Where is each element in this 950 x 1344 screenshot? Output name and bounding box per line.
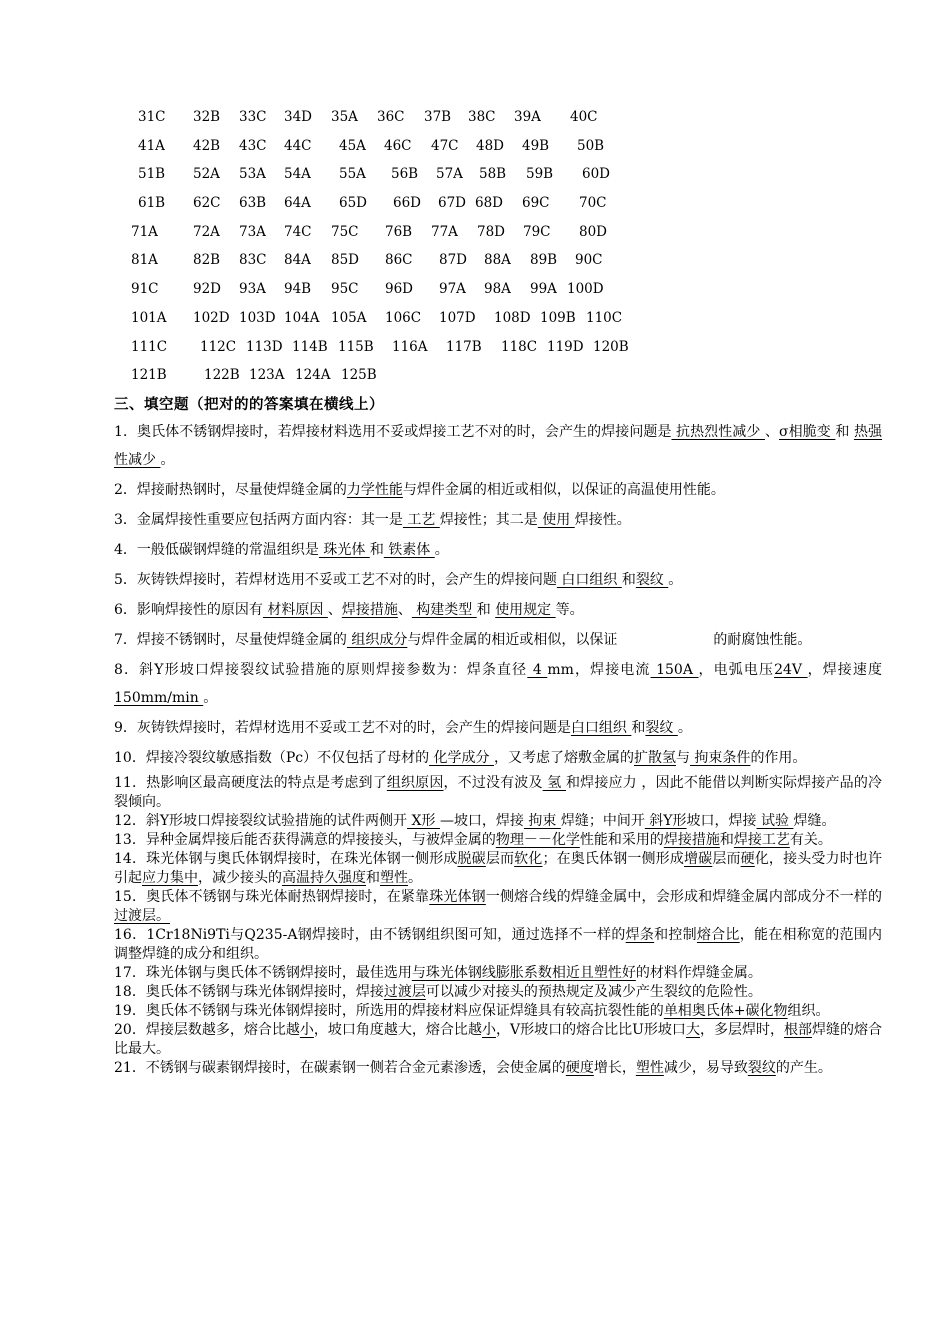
answer-blank: 根部 (784, 1022, 813, 1038)
question-text: 1．奥氏体不锈钢焊接时，若焊接材料选用不妥或焊接工艺不对的时，会产生的焊接问题是 (114, 424, 672, 440)
answer-cell: 103D (239, 309, 276, 326)
answer-blank: 力学性能 (346, 482, 403, 498)
answer-row (0, 333, 950, 362)
answer-cell: 112C (200, 338, 237, 355)
answer-cell: 105A (331, 309, 367, 326)
answer-cell: 101A (131, 309, 167, 326)
answer-cell: 34D (284, 109, 313, 125)
answer-cell: 124A (295, 367, 331, 384)
question-text: 和 (369, 542, 384, 558)
question-text: 层而 (712, 851, 741, 867)
question-text: 的耐腐蚀性能。 (713, 632, 812, 648)
question-text: 和 (366, 870, 380, 886)
answer-cell: 82B (193, 252, 221, 269)
answer-blank: 150mm/min (114, 690, 204, 706)
question-text: 一侧熔合线的焊缝金属中，会形成和焊缝金属内部成分不一样的 (485, 889, 883, 905)
answer-cell: 59B (526, 166, 554, 183)
answer-cell: 110C (586, 309, 623, 326)
answer-cell: 85D (331, 252, 360, 269)
question-text: 和 (719, 832, 734, 848)
question-text: 18．奥氏体不锈钢与珠光体钢焊接时，焊接 (114, 984, 384, 1000)
question-text: ，电弧电压 (698, 662, 775, 678)
fill-blank-questions (114, 418, 882, 1078)
answer-cell: 66D (393, 195, 422, 212)
answer-blank: 大 (685, 1022, 700, 1038)
answer-blank: 与珠光体钢线膨胀系数相近且塑性好 (411, 965, 636, 981)
question-text: ，能在相称宽的范围内调整焊缝的成分和组织。 (114, 927, 883, 962)
question-text: ，坡口角度越大，熔合比越 (313, 1022, 482, 1038)
answer-row (0, 160, 950, 189)
question-text: 19．奥氏体不锈钢与珠光体钢焊接时，所选用的焊接材料应保证焊缝具有较高抗裂性能的 (114, 1003, 664, 1019)
answer-blank: 材料原因 (262, 602, 328, 618)
answer-cell: 118C (501, 338, 538, 355)
answer-cell: 113D (246, 338, 283, 355)
answer-cell: 65D (339, 195, 368, 212)
question-text: 4．一般低碳钢焊缝的常温组织是 (114, 542, 319, 558)
answer-blank: 裂纹 (645, 720, 678, 736)
answer-blank: 拘束条件 (689, 750, 751, 766)
answer-cell: 51B (138, 166, 166, 183)
question-text: 7．焊接不锈钢时，尽量使焊缝金属的 (114, 632, 347, 648)
question-item (114, 888, 882, 926)
answer-cell: 74C (284, 223, 312, 240)
question-text: —坡口，焊接 (439, 813, 524, 829)
answer-cell: 47C (431, 137, 459, 154)
answer-cell: 90C (575, 252, 603, 269)
question-text: 13．异种金属焊接后能否获得满意的焊接接头，与被焊金属的 (114, 832, 496, 848)
answer-blank: 4 (527, 662, 548, 678)
question-item (114, 964, 882, 983)
question-item (114, 926, 882, 964)
answer-cell: 49B (522, 137, 550, 154)
answer-cell: 92D (193, 281, 222, 298)
answer-row (0, 218, 950, 247)
answer-cell: 79C (523, 223, 551, 240)
question-text: 焊缝。 (793, 813, 836, 829)
answer-cell: 114B (292, 338, 328, 355)
question-text: 焊接性。 (574, 512, 631, 528)
question-text: 减少，易导致 (663, 1060, 748, 1076)
answer-blank: 高温持久强度 (282, 870, 366, 886)
answer-blank: 化学成分 (429, 750, 494, 766)
answer-cell: 48D (476, 137, 505, 154)
question-text: 16．1Cr18Ni9Ti与Q235-A钢焊接时，由不锈钢组织图可知，通过选择不一样的 (114, 927, 626, 943)
answer-blank: 脱碳 (457, 851, 486, 867)
answer-blank: 150A (650, 662, 699, 678)
answer-blank: 裂纹 (747, 1060, 776, 1076)
answer-cell: 98A (484, 281, 511, 298)
question-text: 3．金属焊接性重要应包括两方面内容：其一是 (114, 512, 403, 528)
answer-cell: 111C (131, 338, 168, 355)
answer-blank: 24V (774, 662, 808, 678)
answer-row (0, 189, 950, 218)
question-text: mm，焊接电流 (547, 662, 651, 678)
answer-cell: 115B (338, 338, 374, 355)
question-text: 与焊件金属的相近或相似，以保证的高温使用性能。 (402, 482, 725, 498)
answer-blank: 珠光体钢 (429, 889, 486, 905)
question-text: 组织。 (787, 1003, 830, 1019)
answer-cell: 43C (239, 137, 267, 154)
question-text: 增长， (593, 1060, 636, 1076)
answer-cell: 88A (484, 252, 511, 269)
answer-cell: 61B (138, 195, 166, 212)
question-item (114, 596, 882, 624)
answer-cell: 46C (384, 137, 412, 154)
answer-cell: 67D (438, 195, 467, 212)
question-item (114, 1059, 882, 1078)
answer-blank: 试验 (756, 813, 794, 829)
question-text: 。 (434, 542, 449, 558)
question-text: 。 (668, 572, 683, 588)
question-item (114, 812, 882, 831)
answer-cell: 57A (436, 166, 463, 183)
answer-cell: 107D (439, 309, 476, 326)
question-item (114, 714, 882, 742)
answer-cell: 31C (138, 109, 166, 125)
question-text: 15．奥氏体不锈钢与珠光体耐热钢焊接时，在紧靠 (114, 889, 430, 905)
answer-cell: 41A (138, 137, 165, 154)
answer-blank: 组织原因 (386, 775, 444, 791)
question-text: 。 (677, 720, 692, 736)
answer-cell: 33C (239, 109, 267, 125)
answer-blank: 塑性 (635, 1060, 664, 1076)
question-item (114, 1021, 882, 1059)
answer-cell: 42B (193, 137, 221, 154)
question-text: 。 (408, 870, 422, 886)
question-text: 8．斜Y形坡口焊接裂纹试验措施的原则焊接参数为：焊条直径 (114, 662, 528, 678)
answer-cell: 75C (331, 223, 359, 240)
answer-cell: 123A (249, 367, 285, 384)
answer-cell: 93A (239, 281, 266, 298)
answer-cell: 68D (475, 195, 504, 212)
answer-cell: 73A (239, 223, 266, 240)
answer-cell: 76B (385, 223, 413, 240)
answer-cell: 40C (570, 109, 598, 125)
answer-row (0, 361, 950, 390)
question-item (114, 418, 882, 474)
answer-row (0, 246, 950, 275)
question-text: 20．焊接层数越多，熔合比越 (114, 1022, 300, 1038)
answer-blank: 扩散氢 (633, 750, 676, 766)
question-item (114, 850, 882, 888)
answer-cell: 94B (284, 281, 312, 298)
answer-cell: 52A (193, 166, 220, 183)
answer-cell: 87D (439, 252, 468, 269)
question-item (114, 1002, 882, 1021)
question-text: 的材料作焊缝金属。 (635, 965, 762, 981)
answer-blank: 工艺 (402, 512, 440, 528)
question-text: 14．珠光体钢与奥氏体钢焊接时，在珠光体钢一侧形成 (114, 851, 458, 867)
question-text: 9．灰铸铁焊接时，若焊材选用不妥或工艺不对的时，会产生的焊接问题是 (114, 720, 571, 736)
answer-cell: 102D (193, 309, 230, 326)
answer-blank: 单相奥氏体+碳化物 (663, 1003, 788, 1019)
answer-cell: 54A (284, 166, 311, 183)
answer-cell: 63B (239, 195, 267, 212)
question-text: 性能和采用的 (579, 832, 664, 848)
answer-cell: 89B (530, 252, 558, 269)
answer-cell: 62C (193, 195, 221, 212)
answer-cell: 96D (385, 281, 414, 298)
answer-blank: 白口组织 (556, 572, 622, 588)
question-text: 和控制 (654, 927, 697, 943)
question-item (114, 656, 882, 712)
question-text: 的产生。 (775, 1060, 832, 1076)
answer-blank: X形 (407, 813, 440, 829)
answer-blank: 铁素体 (383, 542, 435, 558)
answer-row (0, 103, 950, 132)
question-item (114, 744, 882, 772)
question-text: 。 (203, 690, 218, 706)
answer-cell: 80D (579, 223, 608, 240)
answer-cell: 121B (131, 367, 167, 384)
answer-blank: 硬度 (565, 1060, 594, 1076)
question-item (114, 626, 882, 654)
answer-cell: 81A (131, 252, 158, 269)
answer-cell: 70C (579, 195, 607, 212)
question-text: ；在奥氏体钢一侧形成 (542, 851, 684, 867)
answer-cell: 58B (479, 166, 507, 183)
answer-blank: 热强性减少 (114, 424, 883, 468)
question-text: 17．珠光体钢与奥氏体不锈钢焊接时，最佳选用 (114, 965, 412, 981)
answer-cell: 39A (514, 109, 541, 125)
answer-row (0, 275, 950, 304)
answer-cell: 122B (204, 367, 240, 384)
question-text: 焊接性；其二是 (439, 512, 538, 528)
answer-blank: 使用 (537, 512, 575, 528)
question-text: 5．灰铸铁焊接时，若焊材选用不妥或工艺不对的时，会产生的焊接问题 (114, 572, 557, 588)
answer-cell: 116A (392, 338, 428, 355)
answer-blank: 塑性 (380, 870, 408, 886)
answer-cell: 86C (385, 252, 413, 269)
question-text: 12．斜Y形坡口焊接裂纹试验措施的试件两侧开 (114, 813, 408, 829)
question-text: 焊缝的熔合比最大。 (114, 1022, 883, 1057)
answer-blank: 软化 (514, 851, 543, 867)
question-text: 、 (764, 424, 780, 440)
question-text: 11．热影响区最高硬度法的特点是考虑到了 (114, 775, 387, 791)
answer-cell: 95C (331, 281, 359, 298)
question-text: ，多层焊时， (699, 1022, 784, 1038)
answer-cell: 99A (530, 281, 557, 298)
question-item (114, 476, 882, 504)
question-text: 和焊接应力 ，因此不能借以判断实际焊接产品的冷裂倾向。 (114, 775, 882, 810)
question-text: 与 (675, 750, 690, 766)
answer-blank: 珠光体 (318, 542, 370, 558)
answer-cell: 32B (193, 109, 221, 125)
answer-blank: 应力集中 (142, 870, 198, 886)
answer-cell: 119D (547, 338, 584, 355)
answer-cell: 91C (131, 281, 159, 298)
answer-cell: 44C (284, 137, 312, 154)
answer-blank: 焊接工艺 (733, 832, 790, 848)
answer-blank: 裂纹 (635, 572, 669, 588)
answer-cell: 125B (341, 367, 377, 384)
answer-blank: 物理－－化学 (495, 832, 580, 848)
question-text: 坡口，焊接 (686, 813, 757, 829)
answer-cell: 104A (284, 309, 320, 326)
question-item (114, 774, 882, 812)
answer-cell: 53A (239, 166, 266, 183)
answer-cell: 120B (593, 338, 629, 355)
question-text: 、 (327, 602, 342, 618)
answer-cell: 36C (377, 109, 405, 125)
question-text: 6．影响焊接性的原因有 (114, 602, 263, 618)
question-text: 10．焊接冷裂纹敏感指数（Pc）不仅包括了母材的 (114, 750, 430, 766)
question-text: 。 (160, 452, 175, 468)
answer-blank: 熔合比 (696, 927, 740, 943)
answer-cell: 109B (540, 309, 576, 326)
question-text: 可以减少对接头的预热规定及减少产生裂纹的危险性。 (425, 984, 762, 1000)
answer-blank: 焊条 (625, 927, 655, 943)
answer-row (0, 304, 950, 333)
section-title: 三、填空题（把对的的答案填在横线上） (114, 397, 384, 413)
answer-cell: 38C (468, 109, 496, 125)
answer-cell: 72A (193, 223, 220, 240)
answer-blank: 小 (299, 1022, 314, 1038)
answer-cell: 84A (284, 252, 311, 269)
answer-blank: 小 (481, 1022, 496, 1038)
question-text: 2．焊接耐热钢时，尽量使焊缝金属的 (114, 482, 347, 498)
answer-cell: 97A (439, 281, 466, 298)
answer-cell: 106C (385, 309, 422, 326)
answer-cell: 108D (494, 309, 531, 326)
answer-blank: 焊接措施 (341, 602, 398, 618)
question-text: 和 (835, 424, 854, 440)
answer-blank: 增碳 (684, 851, 713, 867)
question-item (114, 536, 882, 564)
answer-blank: σ相脆变 (779, 424, 836, 440)
answer-cell: 83C (239, 252, 267, 269)
answer-blank: 构建类型 (411, 602, 477, 618)
answer-blank: 拘束 (523, 813, 561, 829)
question-item (114, 566, 882, 594)
question-text: 21．不锈钢与碳素钢焊接时，在碳素钢一侧若合金元素渗透，会使金属的 (114, 1060, 566, 1076)
answer-blank: 使用规定 (495, 602, 556, 618)
answer-blank: 硬 (740, 851, 755, 867)
question-text: 和 (631, 720, 646, 736)
question-text: ，V形坡口的熔合比比U形坡口 (495, 1022, 686, 1038)
answer-blank: 过渡层 (383, 984, 426, 1000)
answer-blank: 组织成分 (346, 632, 408, 648)
question-text: ，又考虑了熔敷金属的 (493, 750, 634, 766)
answer-cell: 60D (582, 166, 611, 183)
question-text: 的作用。 (750, 750, 807, 766)
question-text: 与焊件金属的相近或相似，以保证 (407, 632, 618, 648)
question-text: 化，接头受力时也许引起 (114, 851, 883, 886)
answer-blank: 过渡层。 (114, 908, 170, 924)
question-item (114, 506, 882, 534)
question-text: ，不过没有波及 (443, 775, 543, 791)
answer-cell: 100D (567, 281, 604, 298)
answer-cell: 78D (477, 223, 506, 240)
answer-blank: 焊接措施 (663, 832, 720, 848)
question-item (114, 831, 882, 850)
answer-cell: 37B (424, 109, 452, 125)
answer-cell: 71A (131, 223, 158, 240)
answer-cell: 69C (522, 195, 550, 212)
answer-cell: 77A (431, 223, 458, 240)
answer-cell: 55A (339, 166, 366, 183)
question-text: ，减少接头的 (198, 870, 282, 886)
question-text: 层而 (485, 851, 515, 867)
question-text: 等。 (555, 602, 584, 618)
answer-blank: 白口组织 (570, 720, 632, 736)
answer-cell: 56B (391, 166, 419, 183)
answer-cell: 45A (339, 137, 366, 154)
question-item (114, 983, 882, 1002)
answer-cell: 35A (331, 109, 358, 125)
question-text: 、 (397, 602, 412, 618)
question-text: 焊缝；中间开 (560, 813, 645, 829)
answer-blank: 氢 (542, 775, 567, 791)
question-text: 有关。 (789, 832, 832, 848)
answer-blank: 抗热烈性减少 (671, 424, 765, 440)
answer-cell: 50B (577, 137, 605, 154)
answer-key-grid (0, 103, 950, 390)
question-text: 和 (621, 572, 636, 588)
question-text: ，焊接速度 (807, 662, 883, 678)
answer-cell: 117B (446, 338, 482, 355)
question-text: 和 (476, 602, 496, 618)
answer-row (0, 132, 950, 161)
answer-blank: 斜Y形 (644, 813, 687, 829)
answer-cell: 64A (284, 195, 311, 212)
